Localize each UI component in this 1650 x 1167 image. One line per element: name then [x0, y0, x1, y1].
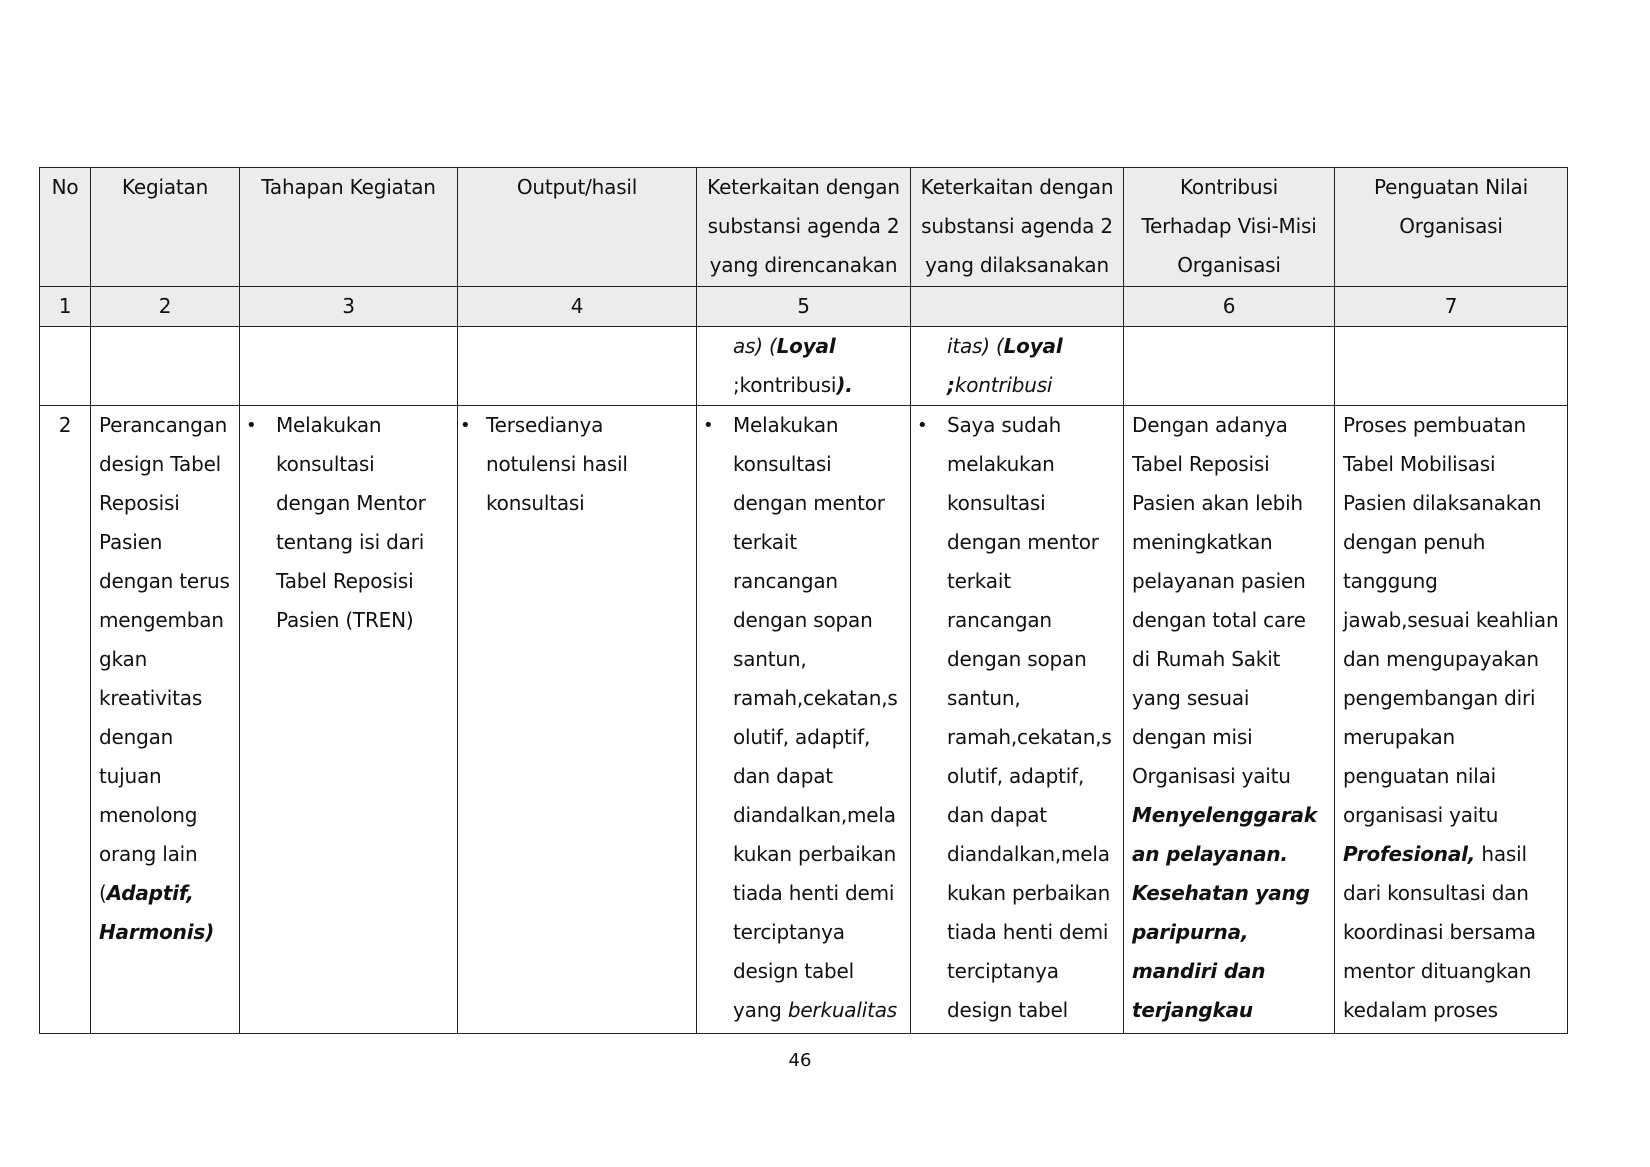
bullet-icon: • [460, 415, 471, 436]
text-line: dengan terus [99, 569, 230, 593]
header-line: substansi agenda 2 [921, 214, 1113, 238]
text-plain: ( [99, 881, 107, 905]
table-row [40, 406, 1568, 1034]
text-line: dengan penuh [1343, 530, 1486, 554]
text-line: rancangan [947, 608, 1052, 632]
column-number: 7 [1335, 287, 1568, 327]
value-harmonis: Harmonis) [99, 920, 215, 944]
text-italic: as) ( [733, 334, 777, 358]
text-italic: itas) ( [947, 334, 1004, 358]
header-keterkaitan-direncanakan [697, 168, 911, 287]
text-line: Dengan adanya [1132, 413, 1288, 437]
table-cell [458, 327, 697, 406]
text-line: Tabel Mobilisasi [1343, 452, 1496, 476]
text-line: dengan misi [1132, 725, 1253, 749]
text-line: pelayanan pasien [1132, 569, 1306, 593]
column-number: 6 [1124, 287, 1335, 327]
activity-table [39, 167, 1568, 1034]
continuation-row [40, 327, 1568, 406]
continuation-laksana-cell [911, 327, 1124, 406]
text-line: terkait [947, 569, 1011, 593]
text-line: dengan [99, 725, 174, 749]
text-line: dan dapat [947, 803, 1047, 827]
header-tahapan-kegiatan: Tahapan Kegiatan [240, 168, 458, 287]
column-number: 2 [91, 287, 240, 327]
text-line: Melakukan [733, 413, 839, 437]
output-cell [458, 406, 697, 1034]
table-cell [91, 327, 240, 406]
text-bold-italic: ; [947, 373, 955, 397]
text-line: Reposisi [99, 491, 180, 515]
header-kontribusi [1124, 168, 1335, 287]
header-penguatan-nilai [1335, 168, 1568, 287]
header-line: substansi agenda 2 [707, 214, 900, 238]
text-line: Proses pembuatan [1343, 413, 1526, 437]
header-line: yang dilaksanakan [925, 253, 1109, 277]
text-line: orang lain [99, 842, 198, 866]
page-number: 46 [788, 1050, 812, 1071]
text-line: di Rumah Sakit [1132, 647, 1281, 671]
header-kegiatan: Kegiatan [91, 168, 240, 287]
kontribusi-misi-text [1132, 796, 1326, 1030]
rencana-last-line [733, 991, 902, 1030]
text-line: Pasien dilaksanakan [1343, 491, 1542, 515]
laksana-text [947, 406, 1115, 1030]
text-line: mentor dituangkan [1343, 959, 1532, 983]
header-line: Keterkaitan dengan [707, 175, 900, 199]
column-number [911, 287, 1124, 327]
text-line: kukan perbaikan [733, 842, 897, 866]
text-line: tanggung [1343, 569, 1438, 593]
column-number: 4 [458, 287, 697, 327]
text-line: Organisasi yaitu [1132, 764, 1291, 788]
text-line: organisasi yaitu [1343, 803, 1499, 827]
text-line: dengan sopan [947, 647, 1087, 671]
rencana-cell [697, 406, 911, 1034]
text-line: menolong [99, 803, 198, 827]
text-line: olutif, adaptif, [733, 725, 871, 749]
continuation-line [733, 327, 902, 366]
value-profesional: Profesional, [1343, 842, 1476, 866]
continuation-rencana-cell [697, 327, 911, 406]
header-line: Terhadap Visi-Misi [1141, 214, 1317, 238]
text-line: Tersedianya [486, 413, 604, 437]
text-line: yang sesuai [1132, 686, 1250, 710]
text-line: terciptanya [947, 959, 1059, 983]
text-line: dan dapat [733, 764, 833, 788]
text-bold-italic: Loyal [776, 334, 836, 358]
text-bold-italic: Loyal [1003, 334, 1063, 358]
text-line: dengan Mentor [276, 491, 426, 515]
value-adaptif: Adaptif, [106, 881, 194, 905]
text-plain: ;kontribusi [733, 373, 837, 397]
text-line: Pasien akan lebih [1132, 491, 1303, 515]
laksana-cell [911, 406, 1124, 1034]
text-line: Pasien (TREN) [276, 608, 414, 632]
kegiatan-text [99, 406, 231, 874]
text-line: Tabel Reposisi [276, 569, 414, 593]
text-line: koordinasi bersama [1343, 920, 1536, 944]
text-line: terjangkau [1132, 998, 1253, 1022]
text-line: kedalam proses [1343, 998, 1498, 1022]
header-line: yang direncanakan [709, 253, 898, 277]
text-line: design tabel [947, 998, 1068, 1022]
text-plain: yang [733, 998, 788, 1022]
text-line: Tabel Reposisi [1132, 452, 1270, 476]
text-bold-italic: ). [836, 373, 853, 397]
header-keterkaitan-dilaksanakan [911, 168, 1124, 287]
text-line: Kesehatan yang [1132, 881, 1310, 905]
text-line: santun, [947, 686, 1021, 710]
text-line: konsultasi [947, 491, 1046, 515]
text-line: dengan mentor [733, 491, 885, 515]
table-cell [1335, 327, 1568, 406]
table-cell [240, 327, 458, 406]
kontribusi-cell [1124, 406, 1335, 1034]
text-line: mandiri dan [1132, 959, 1266, 983]
header-line: Kontribusi [1179, 175, 1278, 199]
penguatan-value-line [1343, 835, 1559, 874]
text-line: santun, [733, 647, 807, 671]
text-italic: kontribusi [954, 373, 1053, 397]
tahapan-cell [240, 406, 458, 1034]
penguatan-tail-text [1343, 874, 1559, 1030]
text-line: paripurna, [1132, 920, 1249, 944]
text-line: rancangan [733, 569, 838, 593]
text-line: Saya sudah [947, 413, 1062, 437]
text-line: terkait [733, 530, 797, 554]
header-line: Organisasi [1399, 214, 1503, 238]
text-line: merupakan [1343, 725, 1455, 749]
text-line: terciptanya [733, 920, 845, 944]
text-line: Melakukan [276, 413, 382, 437]
text-italic: berkualitas [787, 998, 897, 1022]
text-line: gkan [99, 647, 148, 671]
table-cell [1124, 327, 1335, 406]
text-line: dan mengupayakan [1343, 647, 1539, 671]
text-line: jawab,sesuai keahlian [1343, 608, 1559, 632]
text-line: olutif, adaptif, [947, 764, 1085, 788]
header-line: Keterkaitan dengan [920, 175, 1114, 199]
column-number: 5 [697, 287, 911, 327]
continuation-line [947, 366, 1115, 405]
text-line: meningkatkan [1132, 530, 1273, 554]
text-line: dengan mentor [947, 530, 1099, 554]
text-line: tujuan [99, 764, 162, 788]
header-row [40, 168, 1568, 287]
text-line: diandalkan,mela [947, 842, 1110, 866]
bullet-icon: • [246, 415, 257, 436]
text-line: notulensi hasil [486, 452, 628, 476]
header-line: Organisasi [1177, 253, 1281, 277]
text-line: dengan total care [1132, 608, 1306, 632]
kegiatan-cell [91, 406, 240, 1034]
continuation-line [733, 366, 902, 405]
text-line: an pelayanan. [1132, 842, 1288, 866]
text-line: Menyelenggarak [1132, 803, 1317, 827]
column-number-row [40, 287, 1568, 327]
text-line: design Tabel [99, 452, 222, 476]
text-line: konsultasi [733, 452, 832, 476]
rencana-text [733, 406, 902, 991]
text-line: tiada henti demi [733, 881, 895, 905]
header-line: Penguatan Nilai [1374, 175, 1528, 199]
text-line: konsultasi [486, 491, 585, 515]
text-line: melakukan [947, 452, 1055, 476]
tahapan-text [276, 406, 449, 640]
text-line: design tabel [733, 959, 854, 983]
column-number: 1 [40, 287, 91, 327]
text-line: ramah,cekatan,s [733, 686, 898, 710]
bullet-icon: • [917, 415, 928, 436]
text-line: Pasien [99, 530, 163, 554]
header-no: No [40, 168, 91, 287]
text-line: penguatan nilai [1343, 764, 1497, 788]
kontribusi-text [1132, 406, 1326, 796]
text-line: dengan sopan [733, 608, 873, 632]
row-number: 2 [40, 406, 91, 1034]
text-line: tiada henti demi [947, 920, 1109, 944]
text-line: kukan perbaikan [947, 881, 1111, 905]
kegiatan-value-line [99, 874, 231, 913]
column-number: 3 [240, 287, 458, 327]
penguatan-cell [1335, 406, 1568, 1034]
bullet-icon: • [703, 415, 714, 436]
text-line: konsultasi [276, 452, 375, 476]
text-line: ramah,cekatan,s [947, 725, 1112, 749]
table-cell [40, 327, 91, 406]
header-output-hasil: Output/hasil [458, 168, 697, 287]
text-line: diandalkan,mela [733, 803, 896, 827]
continuation-line [947, 327, 1115, 366]
text-line: mengemban [99, 608, 224, 632]
penguatan-text [1343, 406, 1559, 835]
text-line: kreativitas [99, 686, 203, 710]
text-line: tentang isi dari [276, 530, 425, 554]
text-line: Perancangan [99, 413, 228, 437]
text-line: dari konsultasi dan [1343, 881, 1529, 905]
text-plain: hasil [1475, 842, 1527, 866]
text-line: pengembangan diri [1343, 686, 1536, 710]
output-text [486, 406, 688, 523]
